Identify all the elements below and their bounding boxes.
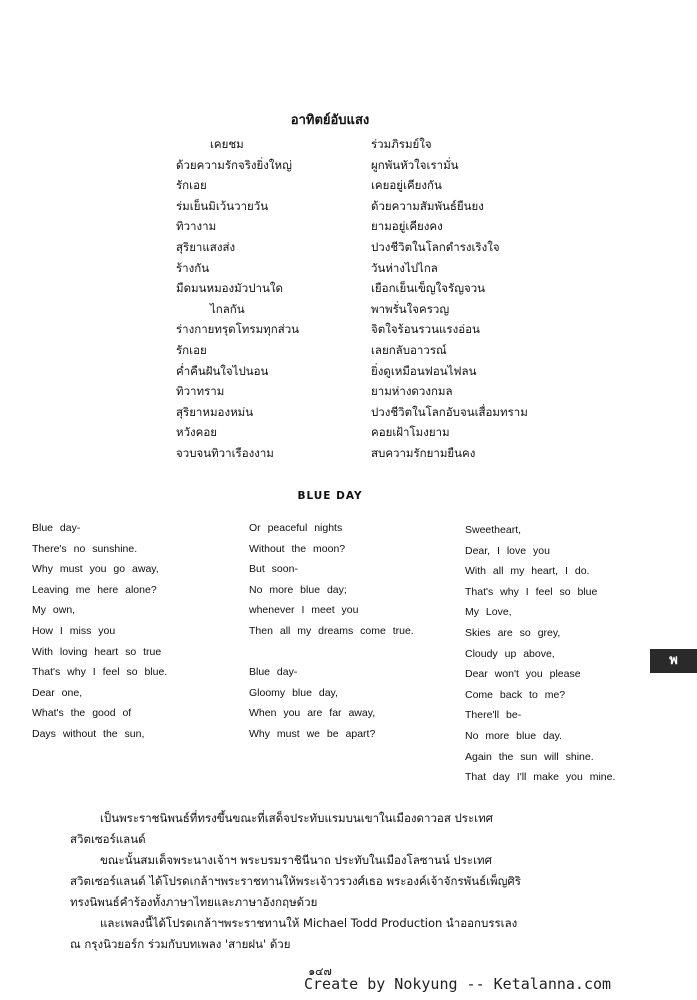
poem-line: ยามห่างดวงกมล [371,384,453,399]
poem-line: Days without the sun, [32,727,145,740]
poem-line: Skies are so grey, [465,626,561,639]
note-line: ขณะนั้นสมเด็จพระนางเจ้าฯ พระบรมราชินีนาถ ประทับในเมืองโลซานน์ ประเทศ [100,853,492,867]
poem-line: พาพรั่นใจครวญ [371,301,450,316]
english-poem-column-1 [32,518,167,745]
note-line: ณ กรุงนิวยอร์ก ร่วมกับบทเพลง 'สายฝน' ด้วย [70,937,291,951]
poem-line: Gloomy blue day, [249,686,338,699]
poem-line: รักเอย [176,178,207,193]
note-line: ทรงนิพนธ์คำร้องทั้งภาษาไทยและภาษาอังกฤษด้วย [70,895,318,909]
poem-line: When you are far away, [249,707,376,720]
poem-line: Why must you go away, [32,563,159,576]
english-poem-column-2 [249,518,414,745]
poem-line: Again the sun will shine. [465,750,594,763]
note-line: สวิตเซอร์แลนด์ [70,832,146,846]
poem-line: ด้วยความรักจริงยิ่งใหญ่ [176,157,292,172]
poem-line: No more blue day; [249,583,347,596]
poem-line: สุริยาแสงส่ง [176,239,236,254]
poem-line: จวบจนทิวาเรืองงาม [176,445,274,460]
poem-line: Then all my dreams come true. [249,624,414,637]
poem-line: That's why I feel so blue. [32,666,168,679]
poem-line: ร่างกายทรุดโทรมทุกส่วน [176,322,300,337]
poem-line: Blue day- [32,522,81,534]
thai-poem-left-column [176,134,299,464]
note-paragraph-2 [70,850,590,913]
poem-line: เคยอยู่เคียงกัน [371,178,442,193]
poem-line: หวังคอย [176,425,217,440]
poem-line: เลยกลับอาวรณ์ [371,342,447,357]
poem-line: ค่ำคืนฝันใจไปนอน [176,363,269,378]
note-line: สวิตเซอร์แลนด์ ได้โปรดเกล้าฯพระราชทานให้พระเจ้าวรวงศ์เธอ พระองค์เจ้าจักรพันธ์เพ็ญศิริ [70,874,521,888]
watermark-credit: Create by Nokyung -- Ketalanna.com [304,975,612,993]
poem-line: Dear won't you please [465,668,581,681]
poem-line: ยิ่งดูเหมือนฟอนไฟลน [371,363,477,378]
poem-line: เคยชม [210,137,244,151]
poem-line: But soon- [249,563,298,576]
poem-line: My Love, [465,606,512,619]
poem-line: รักเอย [176,342,207,357]
note-paragraph-3 [70,913,590,955]
poem-line: คอยเฝ้าโมงยาม [371,425,450,440]
poem-line: ปวงชีวิตในโลกดำรงเริงใจ [371,239,500,254]
poem-line: ไกลกัน [210,301,245,316]
poem-line: With loving heart so true [32,645,162,658]
english-poem-title: BLUE DAY [297,490,363,502]
english-poem-column-3 [465,520,615,788]
poem-line: That day I'll make you mine. [465,771,616,784]
poem-line: จิตใจร้อนรวนแรงอ่อน [371,322,480,337]
poem-line: ทิวาทราม [176,384,225,399]
poem-line: ร่มเย็นมิเว้นวายวัน [176,198,269,213]
poem-line: ยามอยู่เคียงคง [371,219,443,234]
poem-line: Dear one, [32,686,83,699]
thai-poem-right-column [371,134,528,464]
poem-line: สุริยาหมองหม่น [176,404,254,419]
poem-line: สบความรักยามยืนคง [371,445,476,460]
poem-line: What's the good of [32,707,132,720]
poem-line: With all my heart, I do. [465,565,590,578]
note-line: เป็นพระราชนิพนธ์ที่ทรงขึ้นขณะที่เสด็จประทับแรมบนเขาในเมืองดาวอส ประเทศ [100,811,493,825]
poem-line: ผูกพันหัวใจเรามั่น [371,157,459,172]
poem-line: Leaving me here alone? [32,583,157,596]
poem-line: ปวงชีวิตในโลกอับจนเสื่อมทราม [371,404,528,419]
poem-line: ร่วมภิรมย์ใจ [371,137,432,151]
note-paragraph-1 [70,808,590,850]
poem-line: Sweetheart, [465,524,522,536]
stanza-gap [249,642,414,663]
page-number: ๑๔๗ [308,965,332,978]
poem-line: There'll be- [465,709,522,722]
poem-line: How I miss you [32,624,116,637]
note-line: และเพลงนี้ได้โปรดเกล้าฯพระราชทานให้ Michael Todd Production นำออกบรรเลง [100,916,518,930]
poem-line: No more blue day. [465,729,563,742]
poem-line: My own, [32,604,76,617]
poem-line: ร้างกัน [176,260,210,275]
poem-line: Dear, I love you [465,544,550,557]
poem-line: whenever I meet you [249,604,359,617]
poem-line: Cloudy up above, [465,647,555,660]
poem-line: Come back to me? [465,688,566,701]
section-tab: พ [650,649,697,673]
poem-line: วันห่างไปไกล [371,260,438,275]
poem-line: Blue day- [249,666,298,679]
poem-line: เยือกเย็นเข็ญใจรัญจวน [371,281,486,296]
poem-line: Without the moon? [249,542,346,555]
poem-line: มืดมนหมองมัวปานใด [176,281,283,296]
poem-line: There's no sunshine. [32,542,138,555]
thai-poem-title: อาทิตย์อับแสง [290,113,370,128]
poem-line: Or peaceful nights [249,522,343,534]
poem-line: ทิวางาม [176,219,217,234]
poem-line: ด้วยความสัมพันธ์ยืนยง [371,198,484,213]
poem-line: That's why I feel so blue [465,585,598,598]
poem-line: Why must we be apart? [249,727,376,740]
